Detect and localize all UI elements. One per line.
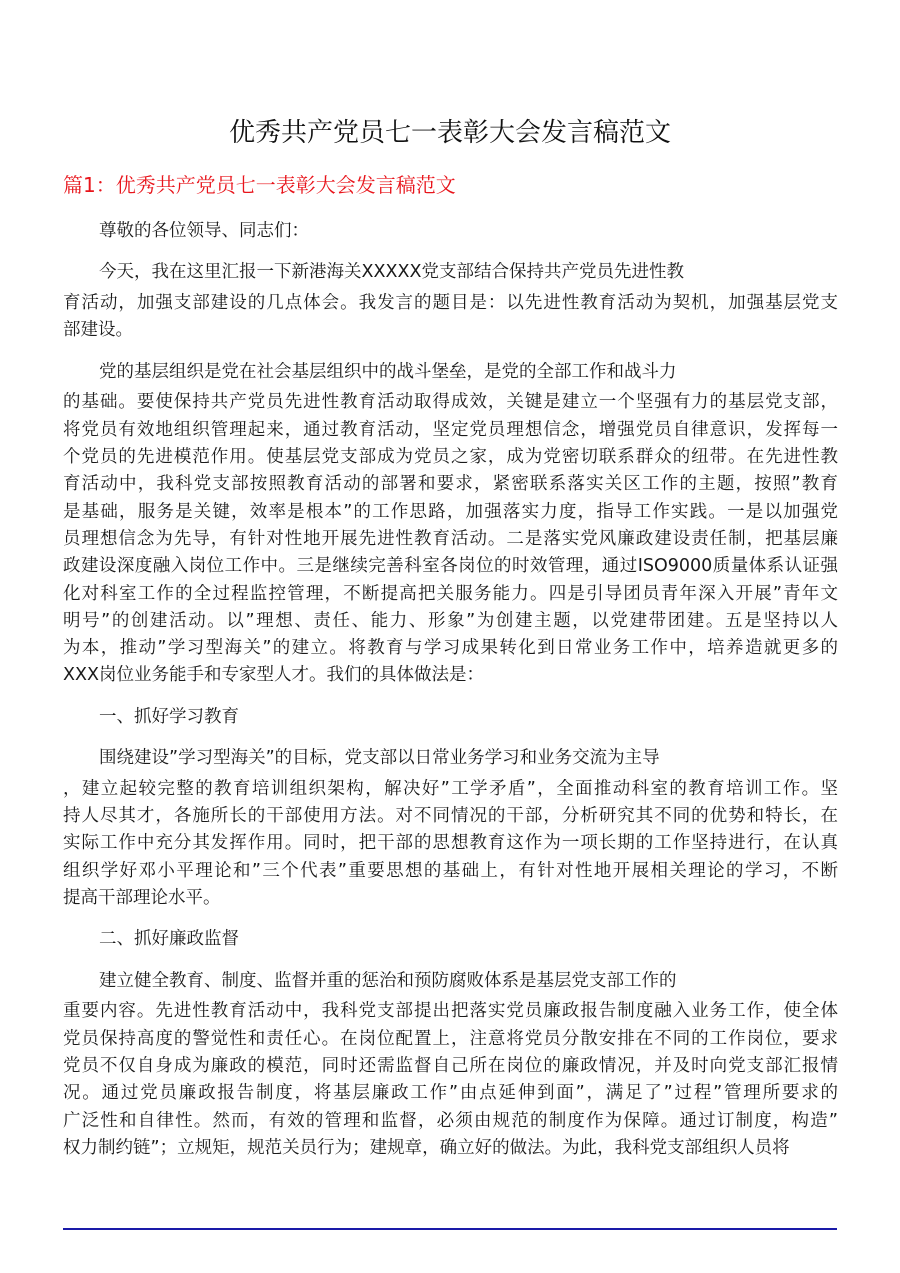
document-title: 优秀共产党员七一表彰大会发言稿范文 (228, 118, 671, 148)
text-line: 组织学好邓小平理论和”三个代表”重要思想的基础上，有针对性地开展相关理论的学习，不断 (63, 860, 838, 881)
text-line: 二、抓好廉政监督 (99, 929, 239, 950)
text-line: 化对科室工作的全过程监控管理，不断提高把关服务能力。四是引导团员青年深入开展”青年文 (63, 583, 838, 604)
text-line: 权力制约链”；立规矩，规范关员行为；建规章，确立好的做法。为此，我科党支部组织人员将 (63, 1137, 790, 1158)
text-line: 党的基层组织是党在社会基层组织中的战斗堡垒，是党的全部工作和战斗力 (99, 361, 677, 382)
paragraph (63, 968, 838, 1163)
text-line: 部建设。 (63, 320, 133, 341)
paragraph (63, 359, 838, 690)
text-line: 党员保持高度的警觉性和责任心。在岗位配置上，注意将党员分散安排在不同的工作岗位，要求 (63, 1028, 838, 1049)
text-line: 的基础。要使保持共产党员先进性教育活动取得成效，关键是建立一个坚强有力的基层党支部， (63, 392, 838, 413)
text-line: 育活动，加强支部建设的几点体会。我发言的题目是：以先进性教育活动为契机，加强基层党支 (63, 293, 838, 314)
text-line: 广泛性和自律性。然而，有效的管理和监督，必须由规范的制度作为保障。通过订制度，构造” (63, 1110, 838, 1131)
text-line: 是基础，服务是关键，效率是根本”的工作思路，加强落实力度，指导工作实践。一是以加强党 (63, 501, 838, 522)
section-subheading (63, 926, 838, 953)
text-line: ，建立起较完整的教育培训组织架构，解决好”工学矛盾”，全面推动科室的教育培训工作。坚 (63, 778, 838, 799)
footer-rule (63, 1228, 837, 1230)
document-body (63, 218, 838, 1162)
paragraph (63, 745, 838, 912)
text-line: 个党员的先进模范作用。使基层党支部成为党员之家，成为党密切联系群众的纽带。在先进性教 (63, 447, 838, 468)
text-line: 况。通过党员廉政报告制度，将基层廉政工作”由点延伸到面”，满足了”过程”管理所要求的 (63, 1083, 838, 1104)
text-line: 围绕建设”学习型海关”的目标，党支部以日常业务学习和业务交流为主导 (99, 748, 660, 769)
text-line: 一、抓好学习教育 (99, 706, 239, 727)
text-line: 提高干部理论水平。 (63, 888, 221, 909)
text-line: 持人尽其才，各施所长的干部使用方法。对不同情况的干部，分析研究其不同的优势和特长，在 (63, 806, 838, 827)
section-subheading (63, 704, 838, 731)
text-line: 建立健全教育、制度、监督并重的惩治和预防腐败体系是基层党支部工作的 (99, 970, 677, 991)
text-line: 将党员有效地组织管理起来，通过教育活动，坚定党员理想信念，增强党员自律意识，发挥每一 (63, 419, 838, 440)
text-line: XXX岗位业务能手和专家型人才。我们的具体做法是： (63, 665, 484, 686)
text-line: 党员不仅自身成为廉政的模范，同时还需监督自己所在岗位的廉政情况，并及时向党支部汇报情 (63, 1056, 838, 1077)
text-line: 明号”的创建活动。以”理想、责任、能力、形象”为创建主题，以党建带团建。五是坚持以人 (63, 610, 838, 631)
text-line: 育活动中，我科党支部按照教育活动的部署和要求，紧密联系落实关区工作的主题，按照”教育 (63, 474, 838, 495)
text-line: 政建设深度融入岗位工作中。三是继续完善科室各岗位的时效管理，通过ISO9000质量体系认证强 (63, 556, 838, 577)
paragraph (63, 218, 838, 245)
text-line: 员理想信念为先导，有针对性地开展先进性教育活动。二是落实党风廉政建设责任制，把基层廉 (63, 528, 838, 549)
section-heading: 篇1：优秀共产党员七一表彰大会发言稿范文 (63, 173, 456, 197)
text-line: 为本，推动”学习型海关”的建立。将教育与学习成果转化到日常业务工作中，培养造就更多的 (63, 638, 838, 659)
text-line: 今天，我在这里汇报一下新港海关XXXXX党支部结合保持共产党员先进性教 (99, 262, 684, 283)
text-line: 实际工作中充分其发挥作用。同时，把干部的思想教育这作为一项长期的工作坚持进行，在认真 (63, 833, 838, 854)
text-line: 尊敬的各位领导、同志们： (99, 221, 309, 241)
text-line: 重要内容。先进性教育活动中，我科党支部提出把落实党员廉政报告制度融入业务工作，使全体 (63, 1001, 838, 1022)
paragraph (63, 259, 838, 344)
